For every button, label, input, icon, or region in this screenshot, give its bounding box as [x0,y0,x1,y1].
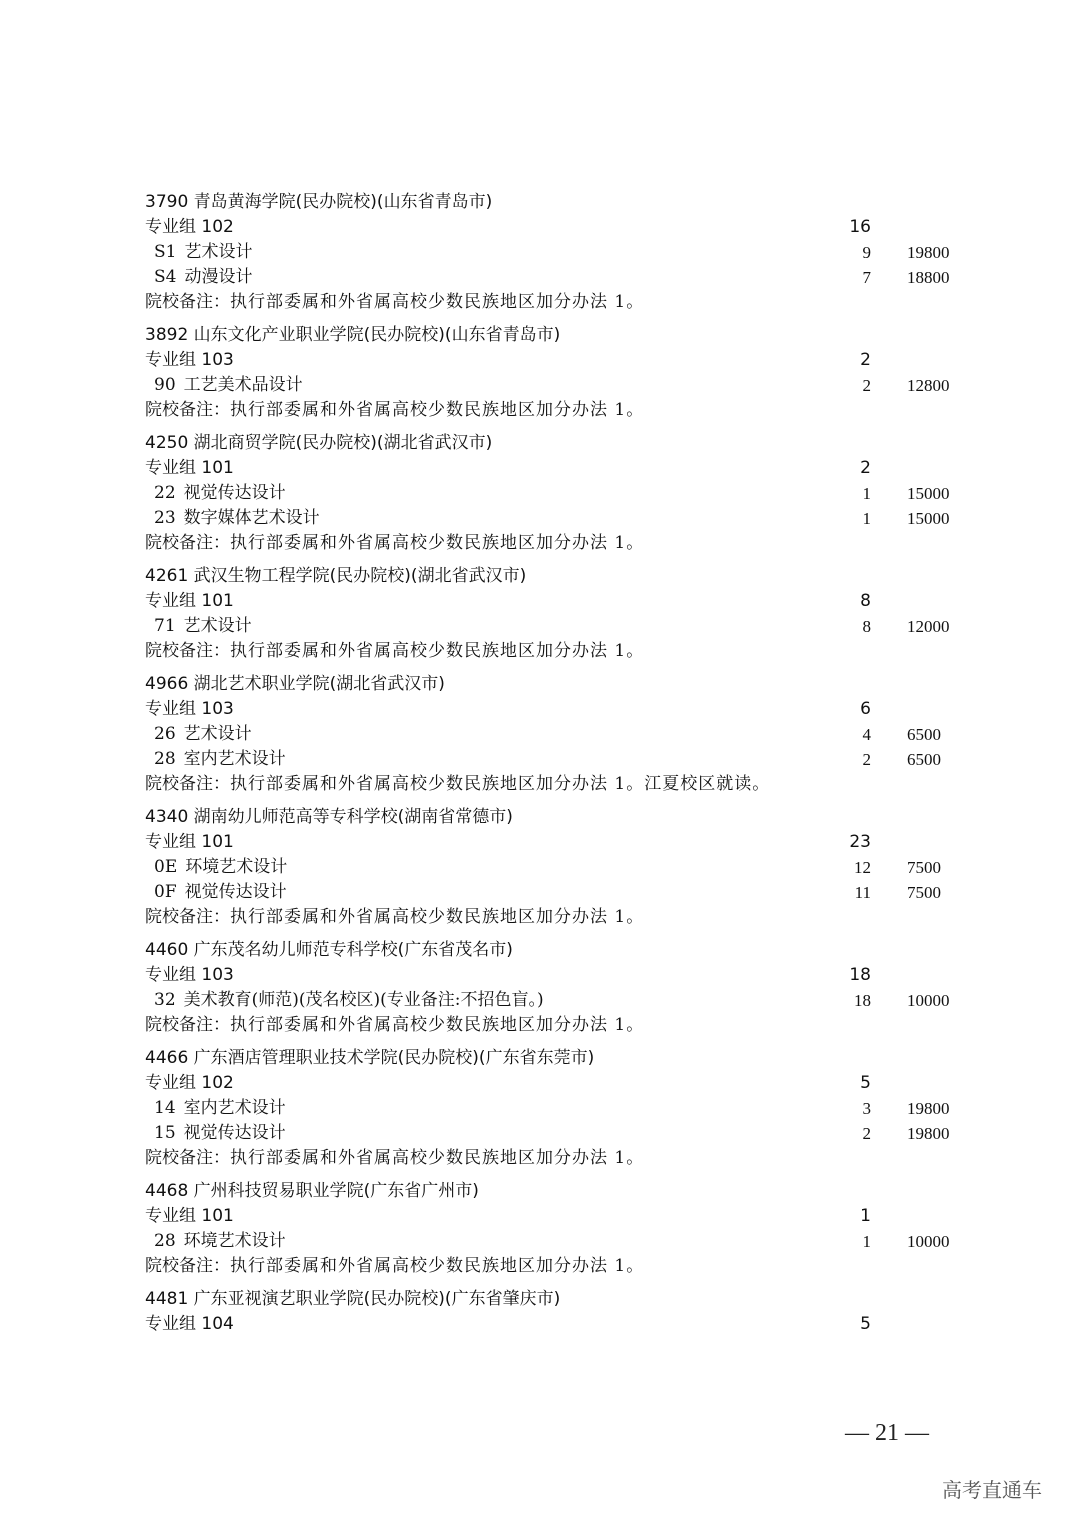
major-name: 工艺美术品设计 [183,375,303,395]
major-row [145,481,1045,506]
note-text: 执行部委属和外省属高校少数民族地区加分办法 1。 [230,533,645,553]
note-label: 院校备注： [145,907,230,927]
major-group-label: 专业组 101 [145,591,234,611]
major-code: 90 [154,375,176,395]
group-count: 2 [860,350,871,370]
school-note [145,772,1045,797]
major-group-label: 专业组 101 [145,832,234,852]
major-code: S1 [154,242,177,262]
major-group-row [145,1204,1045,1229]
major-row [145,988,1045,1013]
major-name: 室内艺术设计 [183,1098,286,1118]
major-code: 71 [154,616,176,636]
major-count: 1 [862,509,871,528]
school-note [145,531,1045,556]
major-group-row [145,589,1045,614]
major-row [145,506,1045,531]
school-section [145,190,1045,315]
group-count: 16 [849,217,871,237]
group-count: 1 [860,1206,871,1226]
admission-plan-list [145,190,1045,1345]
major-group-label: 专业组 103 [145,350,234,370]
school-note [145,1013,1045,1038]
school-section [145,672,1045,797]
tuition-fee: 7500 [907,883,941,902]
major-group-row [145,1071,1045,1096]
major-code: 15 [154,1123,176,1143]
major-name: 动漫设计 [184,267,253,287]
tuition-fee: 12000 [907,617,950,636]
note-text: 执行部委属和外省属高校少数民族地区加分办法 1。江夏校区就读。 [230,774,771,794]
tuition-fee: 6500 [907,750,941,769]
major-code: 22 [154,483,176,503]
group-count: 8 [860,591,871,611]
major-row [145,1121,1045,1146]
major-count: 2 [862,1124,871,1143]
tuition-fee: 19800 [907,243,950,262]
major-row [145,1229,1045,1254]
school-header: 4460 广东茂名幼儿师范专科学校(广东省茂名市) [145,940,513,960]
page-number: — 21 — [845,1420,929,1446]
major-group-label: 专业组 103 [145,699,234,719]
school-section [145,1046,1045,1171]
school-section [145,938,1045,1038]
watermark: 高考直通车 [942,1478,1042,1502]
note-label: 院校备注： [145,1148,230,1168]
major-name: 室内艺术设计 [183,749,286,769]
school-section [145,564,1045,664]
major-group-label: 专业组 102 [145,1073,234,1093]
major-name: 艺术设计 [183,724,252,744]
school-note [145,398,1045,423]
tuition-fee: 10000 [907,991,950,1010]
major-code: S4 [154,267,177,287]
school-section [145,431,1045,556]
major-row [145,1096,1045,1121]
tuition-fee: 18800 [907,268,950,287]
major-group-label: 专业组 101 [145,1206,234,1226]
note-label: 院校备注： [145,533,230,553]
major-count: 11 [854,883,871,902]
major-group-row [145,963,1045,988]
major-row [145,240,1045,265]
major-row [145,722,1045,747]
group-count: 5 [860,1314,871,1334]
tuition-fee: 7500 [907,858,941,877]
major-name: 美术教育(师范)(茂名校区)(专业备注:不招色盲。) [183,990,544,1010]
major-group-row [145,1312,1045,1337]
major-count: 1 [862,1232,871,1251]
note-text: 执行部委属和外省属高校少数民族地区加分办法 1。 [230,292,645,312]
major-name: 视觉传达设计 [183,483,286,503]
major-code: 28 [154,749,176,769]
school-section [145,1287,1045,1337]
note-label: 院校备注： [145,774,230,794]
school-section [145,1179,1045,1279]
note-label: 院校备注： [145,1256,230,1276]
major-row [145,373,1045,398]
major-group-label: 专业组 101 [145,458,234,478]
school-header: 3892 山东文化产业职业学院(民办院校)(山东省青岛市) [145,325,561,345]
major-group-row [145,215,1045,240]
major-code: 14 [154,1098,176,1118]
major-name: 环境艺术设计 [185,857,288,877]
major-group-label: 专业组 103 [145,965,234,985]
major-name: 艺术设计 [184,242,253,262]
group-count: 2 [860,458,871,478]
note-text: 执行部委属和外省属高校少数民族地区加分办法 1。 [230,1015,645,1035]
major-name: 视觉传达设计 [183,1123,286,1143]
major-group-row [145,456,1045,481]
group-count: 5 [860,1073,871,1093]
tuition-fee: 19800 [907,1124,950,1143]
school-note [145,290,1045,315]
tuition-fee: 6500 [907,725,941,744]
school-header: 4466 广东酒店管理职业技术学院(民办院校)(广东省东莞市) [145,1048,595,1068]
major-code: 26 [154,724,176,744]
tuition-fee: 15000 [907,509,950,528]
school-header: 4261 武汉生物工程学院(民办院校)(湖北省武汉市) [145,566,527,586]
group-count: 18 [849,965,871,985]
school-header: 3790 青岛黄海学院(民办院校)(山东省青岛市) [145,192,493,212]
tuition-fee: 12800 [907,376,950,395]
major-group-row [145,830,1045,855]
group-count: 6 [860,699,871,719]
major-code: 23 [154,508,176,528]
tuition-fee: 10000 [907,1232,950,1251]
school-header: 4966 湖北艺术职业学院(湖北省武汉市) [145,674,445,694]
major-row [145,265,1045,290]
major-count: 8 [862,617,871,636]
major-code: 32 [154,990,176,1010]
major-name: 环境艺术设计 [183,1231,286,1251]
note-label: 院校备注： [145,641,230,661]
note-text: 执行部委属和外省属高校少数民族地区加分办法 1。 [230,1148,645,1168]
major-count: 4 [862,725,871,744]
major-count: 7 [862,268,871,287]
school-header: 4481 广东亚视演艺职业学院(民办院校)(广东省肇庆市) [145,1289,561,1309]
major-name: 数字媒体艺术设计 [183,508,320,528]
major-name: 艺术设计 [183,616,252,636]
note-label: 院校备注： [145,400,230,420]
major-row [145,614,1045,639]
school-note [145,1254,1045,1279]
major-group-row [145,697,1045,722]
major-count: 1 [862,484,871,503]
major-count: 2 [862,750,871,769]
major-count: 12 [854,858,871,877]
school-note [145,905,1045,930]
major-code: 0F [154,882,177,902]
major-count: 9 [862,243,871,262]
major-count: 2 [862,376,871,395]
school-header: 4250 湖北商贸学院(民办院校)(湖北省武汉市) [145,433,493,453]
note-text: 执行部委属和外省属高校少数民族地区加分办法 1。 [230,1256,645,1276]
school-header: 4468 广州科技贸易职业学院(广东省广州市) [145,1181,479,1201]
tuition-fee: 15000 [907,484,950,503]
major-count: 3 [862,1099,871,1118]
note-text: 执行部委属和外省属高校少数民族地区加分办法 1。 [230,641,645,661]
school-note [145,1146,1045,1171]
note-text: 执行部委属和外省属高校少数民族地区加分办法 1。 [230,907,645,927]
note-label: 院校备注： [145,1015,230,1035]
major-row [145,747,1045,772]
major-group-label: 专业组 104 [145,1314,234,1334]
major-name: 视觉传达设计 [184,882,287,902]
note-text: 执行部委属和外省属高校少数民族地区加分办法 1。 [230,400,645,420]
group-count: 23 [849,832,871,852]
major-group-label: 专业组 102 [145,217,234,237]
major-row [145,880,1045,905]
major-row [145,855,1045,880]
major-code: 0E [154,857,178,877]
major-group-row [145,348,1045,373]
school-note [145,639,1045,664]
school-section [145,805,1045,930]
major-code: 28 [154,1231,176,1251]
major-count: 18 [854,991,871,1010]
tuition-fee: 19800 [907,1099,950,1118]
school-section [145,323,1045,423]
note-label: 院校备注： [145,292,230,312]
school-header: 4340 湖南幼儿师范高等专科学校(湖南省常德市) [145,807,513,827]
